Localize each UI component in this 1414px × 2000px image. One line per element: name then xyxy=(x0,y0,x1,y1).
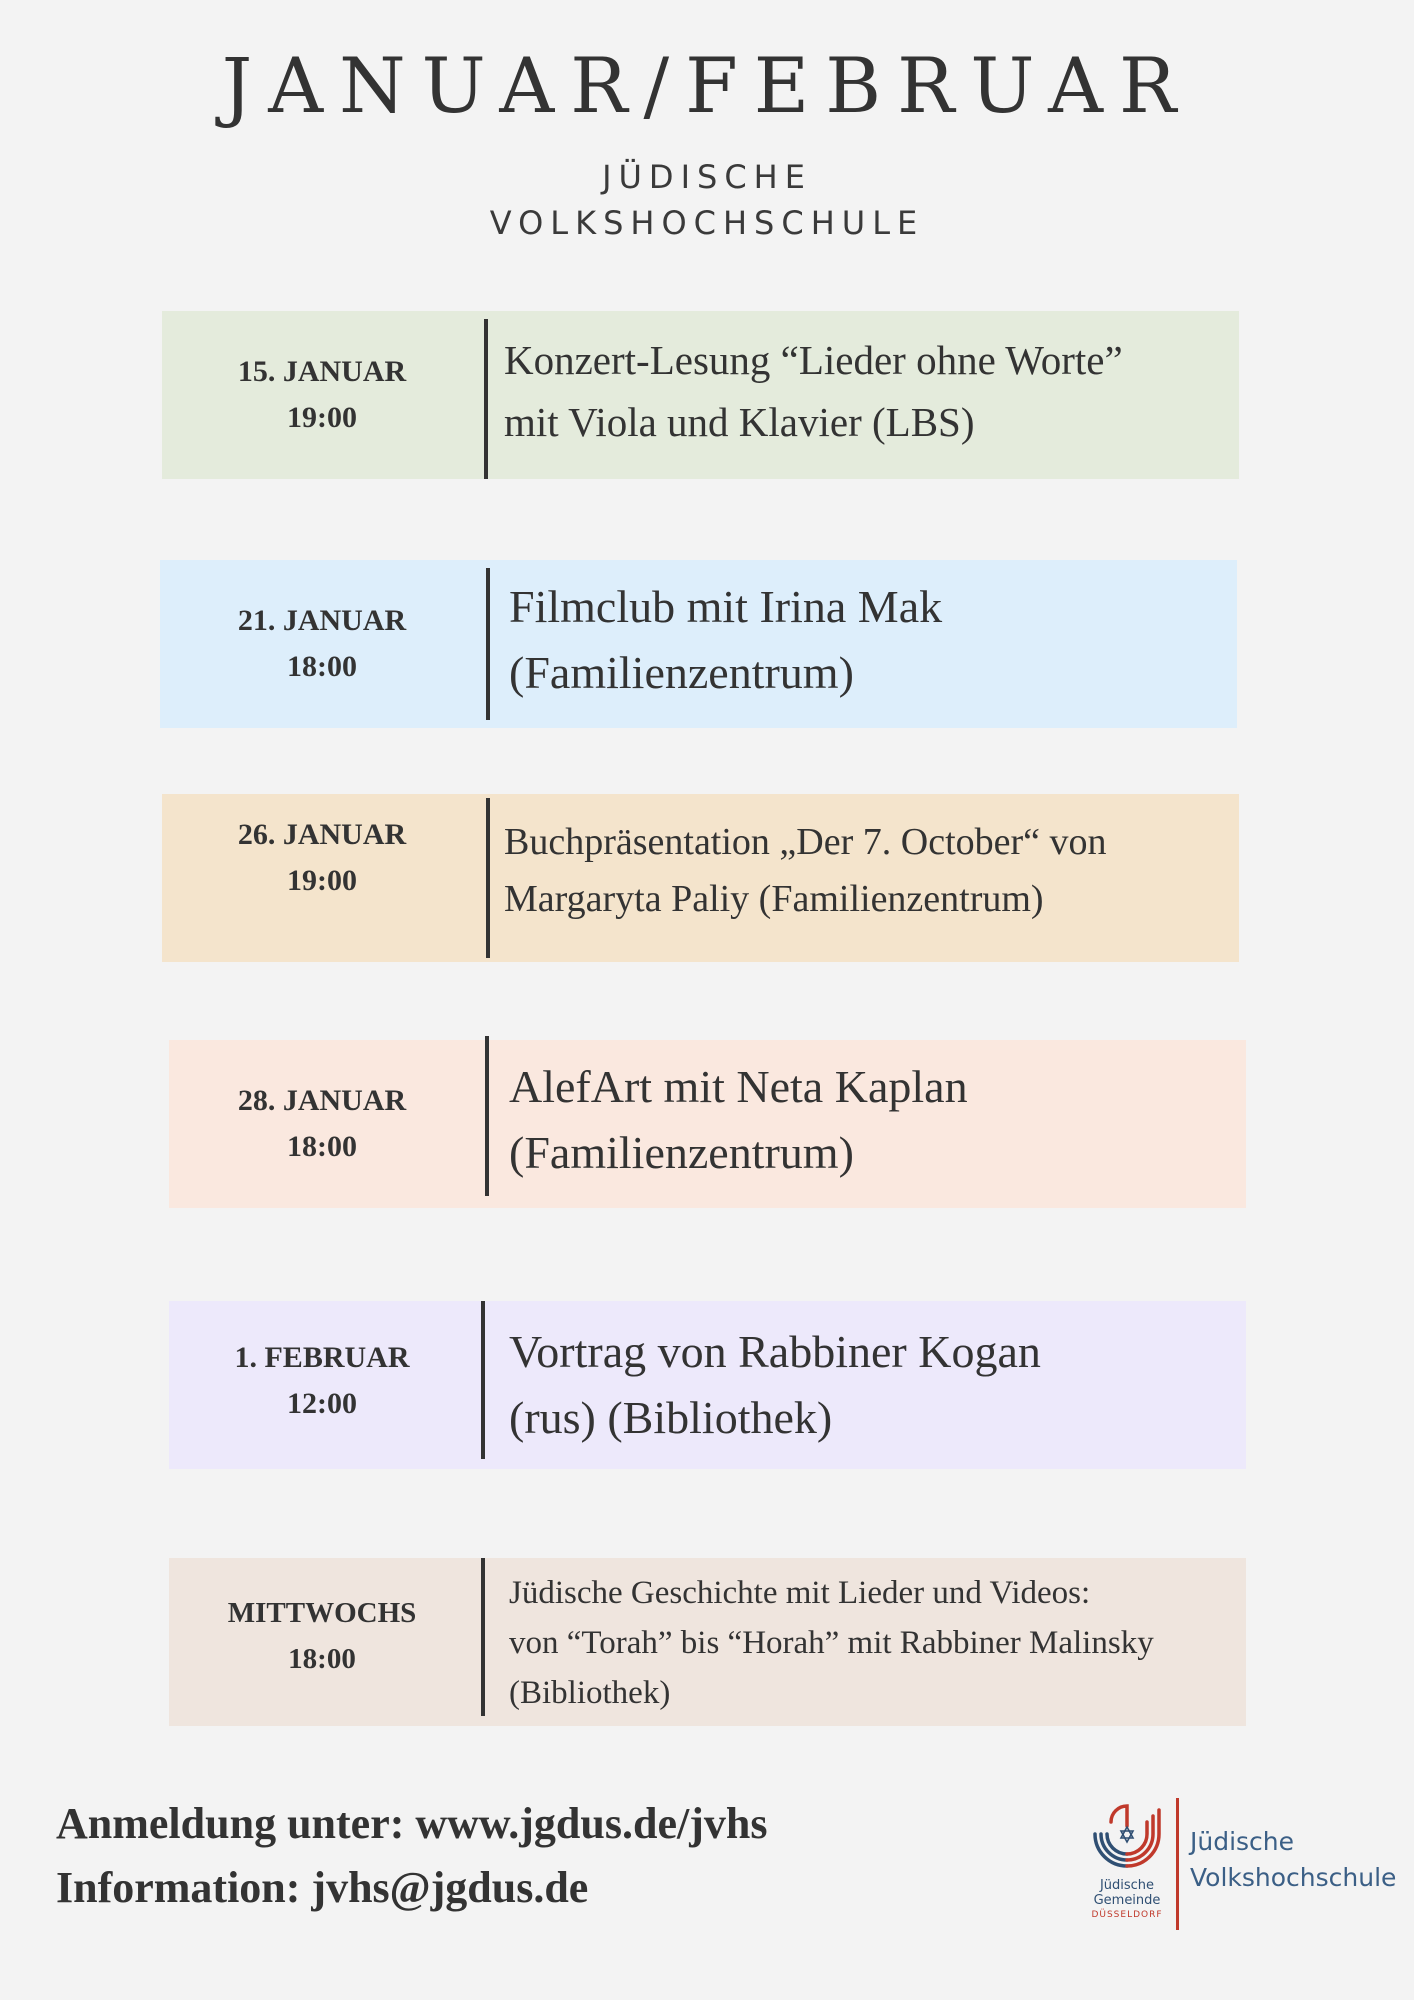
subtitle-line: VOLKSHOCHSCHULE xyxy=(489,204,925,242)
event-date-block xyxy=(162,311,482,479)
event-time: 18:00 xyxy=(287,1130,357,1163)
event-description-line: (Familienzentrum) xyxy=(509,1127,854,1178)
event-description xyxy=(509,1301,1226,1451)
event-description-line: Margaryta Paliy (Familienzentrum) xyxy=(504,878,1044,920)
event-date-block xyxy=(162,1040,482,1208)
event-description-line: Vortrag von Rabbiner Kogan xyxy=(509,1326,1041,1377)
event-card xyxy=(162,794,1239,962)
event-description-line: (rus) (Bibliothek) xyxy=(509,1392,833,1443)
gemeinde-line: Gemeinde xyxy=(1093,1893,1161,1908)
event-date: 26. JANUAR xyxy=(237,818,407,851)
event-description xyxy=(504,311,1219,453)
event-description-line: Filmclub mit Irina Mak xyxy=(509,581,943,632)
event-description xyxy=(504,794,1219,928)
event-card xyxy=(169,1040,1246,1208)
event-divider xyxy=(486,568,490,720)
event-description xyxy=(509,560,1217,706)
event-time: 18:00 xyxy=(288,1643,356,1675)
event-description-line: (Bibliothek) xyxy=(509,1675,671,1711)
subtitle-line: JÜDISCHE xyxy=(602,158,812,196)
event-divider xyxy=(481,1558,485,1716)
event-date: 28. JANUAR xyxy=(237,1084,407,1117)
gemeinde-city: DÜSSELDORF xyxy=(1091,1910,1163,1920)
event-time: 12:00 xyxy=(287,1387,357,1420)
event-date-block xyxy=(162,1552,482,1720)
event-divider xyxy=(485,1036,489,1196)
vhs-logo-text xyxy=(1190,1824,1396,1896)
event-time: 19:00 xyxy=(287,401,357,434)
event-description xyxy=(509,1558,1226,1718)
event-divider xyxy=(484,319,488,479)
gemeinde-line: Jüdische xyxy=(1099,1878,1155,1893)
information-email[interactable]: Information: jvhs@jgdus.de xyxy=(56,1863,589,1912)
event-time: 19:00 xyxy=(287,864,357,897)
event-date-block xyxy=(162,560,482,728)
registration-link[interactable]: Anmeldung unter: www.jgdus.de/jvhs xyxy=(56,1799,768,1848)
event-date: 15. JANUAR xyxy=(237,355,407,388)
event-date: 21. JANUAR xyxy=(237,604,407,637)
event-description-line: Buchpräsentation „Der 7. October“ von xyxy=(504,821,1107,863)
event-description-line: Jüdische Geschichte mit Lieder und Videos: xyxy=(509,1575,1091,1611)
event-date: MITTWOCHS xyxy=(227,1597,417,1629)
event-description xyxy=(509,1040,1226,1186)
logo xyxy=(1084,1796,1397,1936)
page-subtitle xyxy=(0,154,1414,246)
event-description-line: AlefArt mit Neta Kaplan xyxy=(509,1061,968,1112)
footer-contact xyxy=(56,1792,767,1920)
event-card xyxy=(169,1558,1246,1726)
event-divider xyxy=(481,1301,485,1459)
event-divider xyxy=(486,798,490,958)
event-date: 1. FEBRUAR xyxy=(234,1341,410,1374)
event-description-line: mit Viola und Klavier (LBS) xyxy=(504,399,975,445)
logo-divider xyxy=(1176,1798,1179,1930)
event-description-line: Konzert-Lesung “Lieder ohne Worte” xyxy=(504,337,1123,383)
vhs-line: Jüdische xyxy=(1190,1827,1295,1856)
event-time: 18:00 xyxy=(287,650,357,683)
event-date-block xyxy=(162,794,482,904)
page-title: JANUAR/FEBRUAR xyxy=(221,41,1193,130)
event-description-line: (Familienzentrum) xyxy=(509,647,854,698)
gemeinde-text xyxy=(1084,1878,1170,1923)
event-card xyxy=(160,560,1237,728)
event-card xyxy=(162,311,1239,479)
event-date-block xyxy=(162,1297,482,1465)
vhs-line: Volkshochschule xyxy=(1190,1863,1397,1892)
event-description-line: von “Torah” bis “Horah” mit Rabbiner Malinsky xyxy=(509,1625,1154,1661)
event-card xyxy=(169,1301,1246,1469)
